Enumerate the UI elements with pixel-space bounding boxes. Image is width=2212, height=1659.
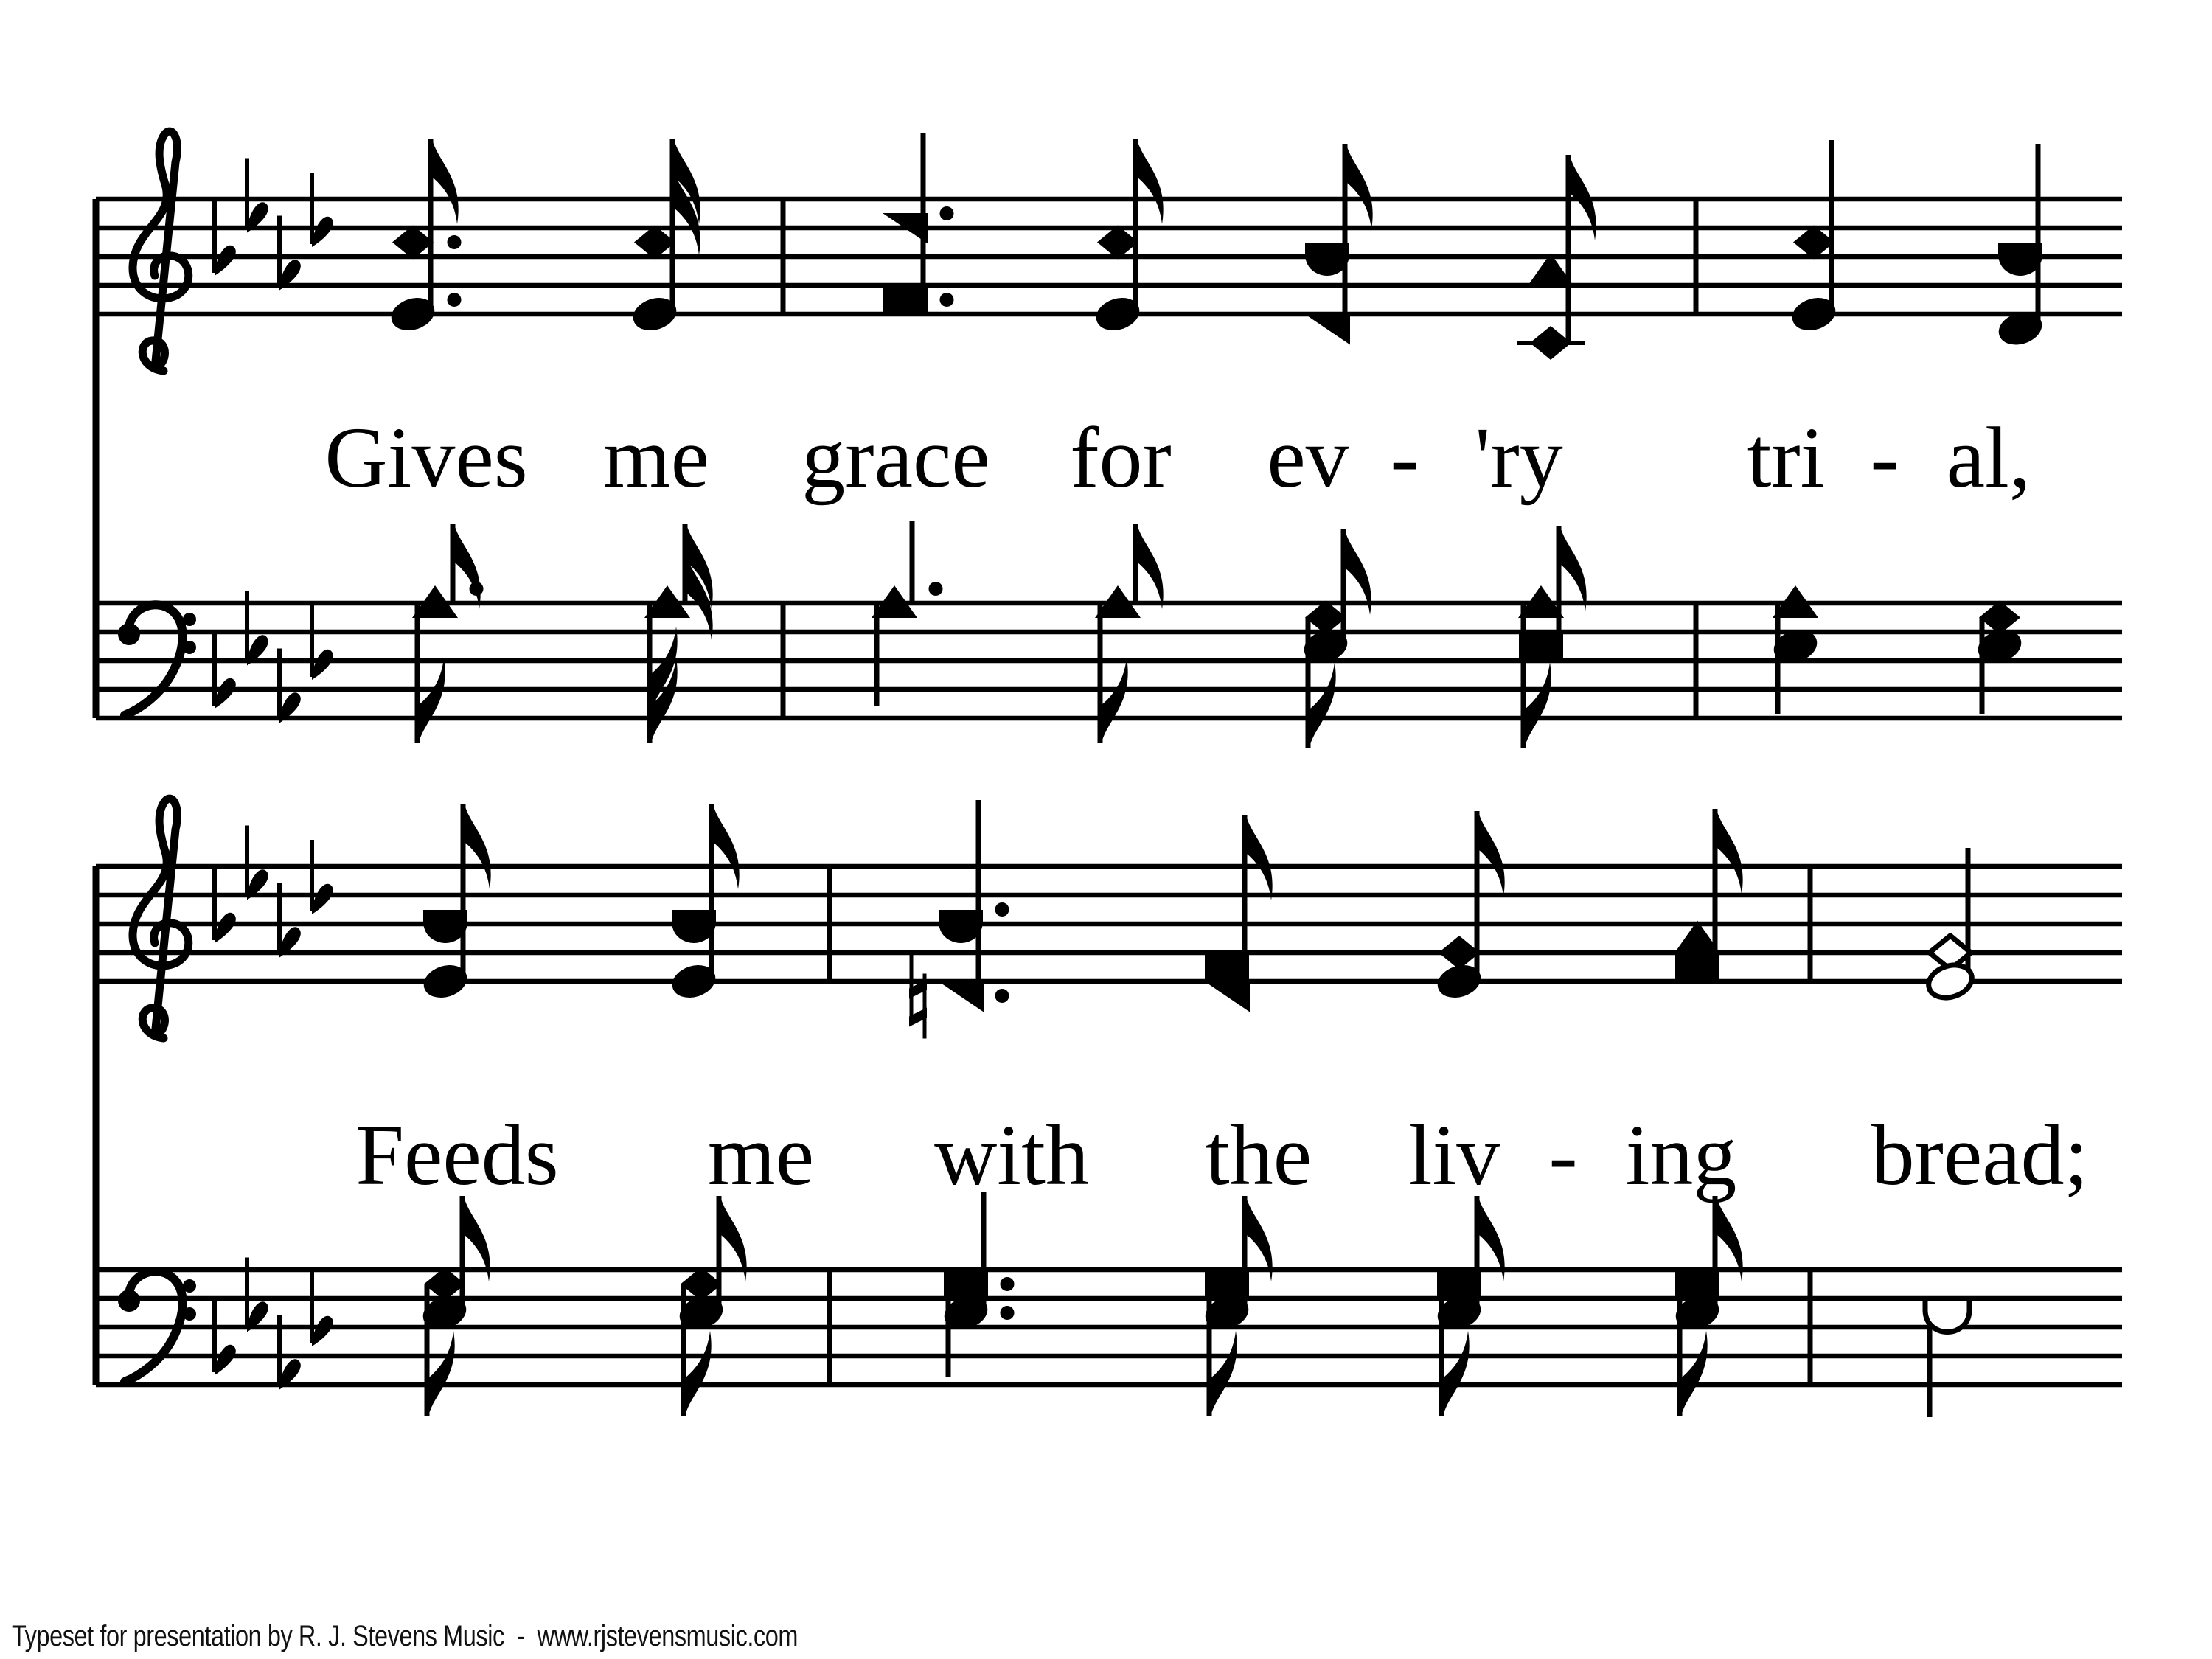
notehead-la [883,286,928,314]
lyric-syllable: - [1548,1107,1578,1203]
augmentation-dot [995,989,1009,1003]
lyric-syllable: Feeds [355,1107,559,1203]
lyric-syllable: for [1070,409,1172,506]
augmentation-dot [995,902,1009,917]
lyric-syllable: ing [1625,1107,1737,1203]
lyric-syllable: bread; [1871,1107,2089,1203]
lyric-syllable: - [1390,409,1419,506]
lyric-syllable: the [1205,1107,1312,1203]
augmentation-dot [1001,1277,1015,1291]
notehead-la [1437,1270,1481,1298]
notehead-re-open [1925,1299,1969,1332]
lyric-syllable: tri [1747,409,1825,506]
augmentation-dot [448,293,462,307]
lyric-syllable: - [1870,409,1899,506]
lyric-syllable: liv [1408,1107,1500,1203]
notehead-la [1675,953,1719,981]
lyric-syllable: grace [801,409,990,506]
augmentation-dot [940,206,954,220]
augmentation-dot [940,293,954,307]
notehead-la [1205,953,1249,981]
lyric-syllable: me [707,1107,815,1203]
lyric-syllable: 'ry [1475,409,1563,506]
augmentation-dot [448,235,462,249]
lyric-syllable: me [602,409,710,506]
notehead-la [944,1270,988,1298]
augmentation-dot [470,582,484,596]
lyric-syllable: al, [1946,409,2031,506]
notehead-la [1519,633,1563,661]
lyric-syllable: ev [1267,409,1349,506]
lyric-syllable: Gives [324,409,528,506]
notehead-la [1205,1270,1249,1298]
augmentation-dot [929,582,943,596]
footer-credit: Typeset for presentation by R. J. Stevens Music - www.rjstevensmusic.com [12,1620,798,1652]
lyric-syllable: with [934,1107,1089,1203]
notehead-la [1675,1270,1719,1298]
augmentation-dot [1001,1306,1015,1320]
